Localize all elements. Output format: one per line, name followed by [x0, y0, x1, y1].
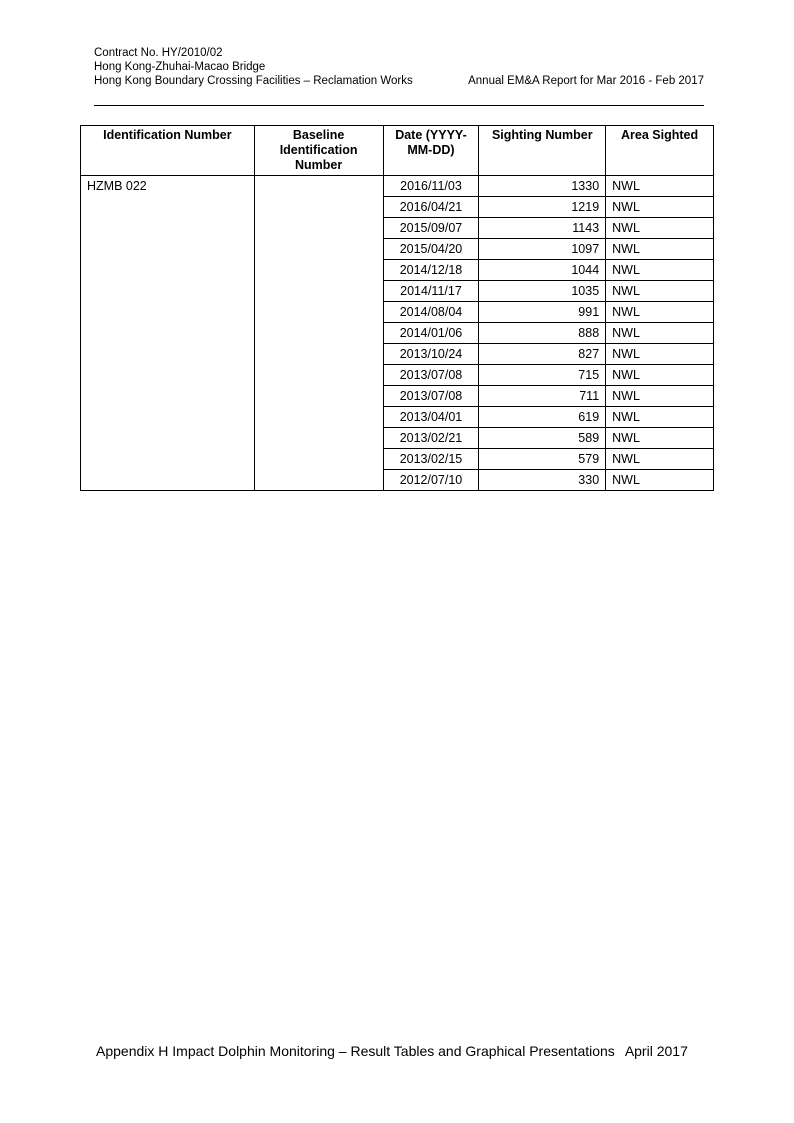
- area-sighted-cell: NWL: [606, 197, 714, 218]
- project-name: Hong Kong-Zhuhai-Macao Bridge: [94, 61, 266, 73]
- page-footer: [96, 1043, 688, 1059]
- contract-number: Contract No. HY/2010/02: [94, 47, 223, 59]
- sighting-number-cell: 330: [479, 470, 606, 491]
- date-cell: 2013/04/01: [383, 407, 479, 428]
- sighting-number-cell: 991: [479, 302, 606, 323]
- sighting-number-cell: 827: [479, 344, 606, 365]
- area-sighted-cell: NWL: [606, 449, 714, 470]
- date-cell: 2015/09/07: [383, 218, 479, 239]
- sighting-number-cell: 1035: [479, 281, 606, 302]
- area-sighted-cell: NWL: [606, 407, 714, 428]
- area-sighted-cell: NWL: [606, 218, 714, 239]
- sighting-number-cell: 1330: [479, 176, 606, 197]
- area-sighted-cell: NWL: [606, 386, 714, 407]
- col-header-sighting-number: Sighting Number: [479, 126, 606, 176]
- date-cell: 2016/04/21: [383, 197, 479, 218]
- report-title: Annual EM&A Report for Mar 2016 - Feb 2017: [468, 75, 704, 87]
- sighting-number-cell: 888: [479, 323, 606, 344]
- page-header: [94, 46, 704, 88]
- sighting-number-cell: 715: [479, 365, 606, 386]
- area-sighted-cell: NWL: [606, 281, 714, 302]
- sighting-number-cell: 1219: [479, 197, 606, 218]
- table-header-row: [81, 126, 714, 176]
- area-sighted-cell: NWL: [606, 323, 714, 344]
- col-header-area-sighted: Area Sighted: [606, 126, 714, 176]
- baseline-identification-cell: [254, 176, 383, 491]
- date-cell: 2016/11/03: [383, 176, 479, 197]
- area-sighted-cell: NWL: [606, 260, 714, 281]
- area-sighted-cell: NWL: [606, 302, 714, 323]
- area-sighted-cell: NWL: [606, 428, 714, 449]
- date-cell: 2013/10/24: [383, 344, 479, 365]
- sighting-number-cell: 1143: [479, 218, 606, 239]
- col-header-identification-number: Identification Number: [81, 126, 255, 176]
- footer-title: Appendix H Impact Dolphin Monitoring – Result Tables and Graphical Presentations: [96, 1043, 615, 1059]
- area-sighted-cell: NWL: [606, 365, 714, 386]
- table-body: [81, 176, 714, 491]
- date-cell: 2014/12/18: [383, 260, 479, 281]
- sighting-table: [80, 125, 714, 491]
- area-sighted-cell: NWL: [606, 176, 714, 197]
- date-cell: 2014/08/04: [383, 302, 479, 323]
- sighting-number-cell: 589: [479, 428, 606, 449]
- date-cell: 2015/04/20: [383, 239, 479, 260]
- date-cell: 2013/07/08: [383, 386, 479, 407]
- sighting-number-cell: 1044: [479, 260, 606, 281]
- table-row: [81, 176, 714, 197]
- sighting-number-cell: 1097: [479, 239, 606, 260]
- sighting-number-cell: 579: [479, 449, 606, 470]
- date-cell: 2012/07/10: [383, 470, 479, 491]
- header-row: [94, 74, 704, 88]
- area-sighted-cell: NWL: [606, 239, 714, 260]
- date-cell: 2014/11/17: [383, 281, 479, 302]
- works-name: Hong Kong Boundary Crossing Facilities – Reclamation Works: [94, 75, 413, 87]
- header-divider: [94, 105, 704, 106]
- identification-number-cell: HZMB 022: [81, 176, 255, 491]
- date-cell: 2014/01/06: [383, 323, 479, 344]
- col-header-date: Date (YYYY- MM-DD): [383, 126, 479, 176]
- date-cell: 2013/02/21: [383, 428, 479, 449]
- area-sighted-cell: NWL: [606, 470, 714, 491]
- date-cell: 2013/07/08: [383, 365, 479, 386]
- footer-date: April 2017: [624, 1043, 688, 1059]
- date-cell: 2013/02/15: [383, 449, 479, 470]
- sighting-number-cell: 711: [479, 386, 606, 407]
- sighting-number-cell: 619: [479, 407, 606, 428]
- col-header-baseline-identification-number: Baseline Identification Number: [254, 126, 383, 176]
- area-sighted-cell: NWL: [606, 344, 714, 365]
